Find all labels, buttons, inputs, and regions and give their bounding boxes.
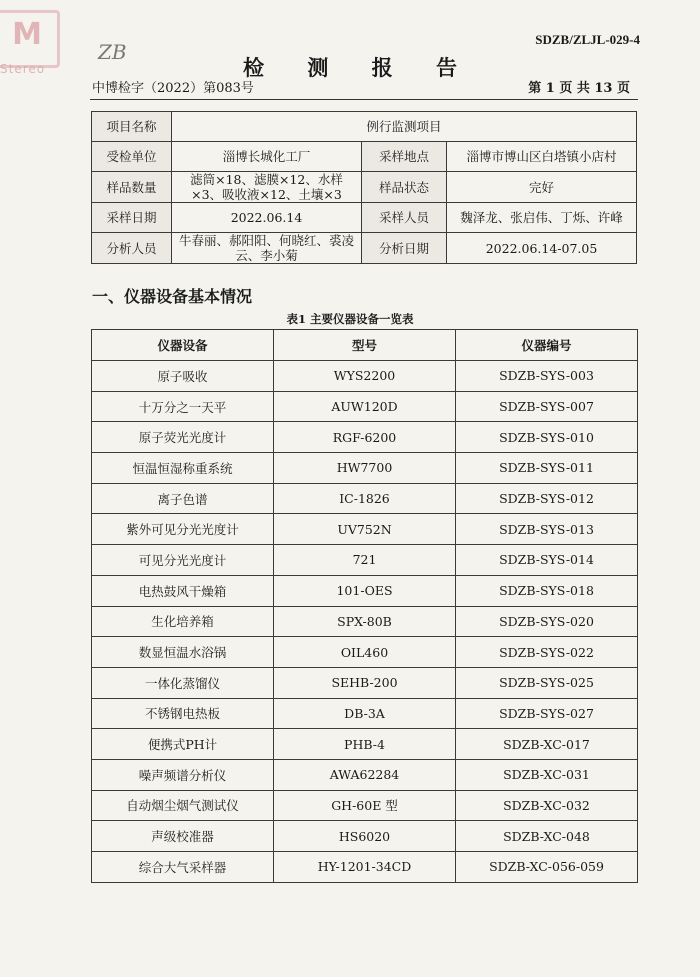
model-cell: 721 (274, 545, 456, 576)
model-cell: WYS2200 (274, 361, 456, 392)
document-code: SDZB/ZLJL-029-4 (535, 32, 640, 47)
table-row (92, 698, 638, 729)
equipment-number-cell: SDZB-XC-017 (456, 729, 638, 760)
table-row (92, 852, 638, 883)
stamp-subtext: Stereo (0, 62, 46, 76)
model-cell: OIL460 (274, 637, 456, 668)
model-cell: PHB-4 (274, 729, 456, 760)
model-cell: GH-60E 型 (274, 790, 456, 821)
model-cell: SEHB-200 (274, 667, 456, 698)
equipment-name-cell: 离子色谱 (92, 483, 274, 514)
table-row (92, 453, 638, 484)
equipment-number-cell: SDZB-SYS-013 (456, 514, 638, 545)
equipment-name-cell: 便携式PH计 (92, 729, 274, 760)
equipment-name-cell: 电热鼓风干燥箱 (92, 575, 274, 606)
equipment-number-cell: SDZB-SYS-027 (456, 698, 638, 729)
column-header-model: 型号 (274, 330, 456, 361)
equipment-name-cell: 紫外可见分光光度计 (92, 514, 274, 545)
model-cell: SPX-80B (274, 606, 456, 637)
equipment-number-cell: SDZB-SYS-011 (456, 453, 638, 484)
model-cell: AWA62284 (274, 759, 456, 790)
model-cell: AUW120D (274, 391, 456, 422)
equipment-name-cell: 一体化蒸馏仪 (92, 667, 274, 698)
equipment-name-cell: 十万分之一天平 (92, 391, 274, 422)
analysis-date-label: 分析日期 (362, 233, 447, 264)
equipment-name-cell: 可见分光光度计 (92, 545, 274, 576)
equipment-name-cell: 声级校准器 (92, 821, 274, 852)
sampling-location-value: 淄博市博山区白塔镇小店村 (447, 142, 637, 172)
equipment-table (91, 329, 638, 883)
page-number: 第 1 页 共 13 页 (528, 81, 630, 96)
table-row (92, 790, 638, 821)
inspected-unit-label: 受检单位 (92, 142, 172, 172)
analysts-label: 分析人员 (92, 233, 172, 264)
table-row (92, 729, 638, 760)
project-value: 例行监测项目 (172, 112, 637, 142)
info-row-sampling-date (92, 203, 637, 233)
sampling-date-label: 采样日期 (92, 203, 172, 233)
sampling-staff-label: 采样人员 (362, 203, 447, 233)
info-row-unit (92, 142, 637, 172)
model-cell: DB-3A (274, 698, 456, 729)
company-logo: ZB (98, 40, 127, 64)
equipment-number-cell: SDZB-SYS-003 (456, 361, 638, 392)
equipment-number-cell: SDZB-SYS-020 (456, 606, 638, 637)
analysts-value: 牛春丽、郝阳阳、何晓红、裘凌云、李小菊 (172, 233, 362, 264)
table-row (92, 514, 638, 545)
equipment-number-cell: SDZB-XC-032 (456, 790, 638, 821)
project-label: 项目名称 (92, 112, 172, 142)
equipment-name-cell: 噪声频谱分析仪 (92, 759, 274, 790)
table-row (92, 422, 638, 453)
equipment-name-cell: 原子荧光光度计 (92, 422, 274, 453)
inspected-unit-value: 淄博长城化工厂 (172, 142, 362, 172)
model-cell: HY-1201-34CD (274, 852, 456, 883)
table-row (92, 391, 638, 422)
sampling-location-label: 采样地点 (362, 142, 447, 172)
equipment-name-cell: 不锈钢电热板 (92, 698, 274, 729)
model-cell: UV752N (274, 514, 456, 545)
table-row (92, 821, 638, 852)
sample-status-value: 完好 (447, 172, 637, 203)
report-number: 中博检字（2022）第083号 (92, 81, 254, 96)
equipment-name-cell: 自动烟尘烟气测试仪 (92, 790, 274, 821)
equipment-number-cell: SDZB-SYS-025 (456, 667, 638, 698)
column-header-number: 仪器编号 (456, 330, 638, 361)
model-cell: IC-1826 (274, 483, 456, 514)
equipment-number-cell: SDZB-XC-048 (456, 821, 638, 852)
analysis-date-value: 2022.06.14-07.05 (447, 233, 637, 264)
info-row-quantity (92, 172, 637, 203)
table-row (92, 545, 638, 576)
equipment-name-cell: 恒温恒湿称重系统 (92, 453, 274, 484)
sample-quantity-value: 滤筒×18、滤膜×12、水样×3、吸收液×12、土壤×3 (172, 172, 362, 203)
page-title: 检 测 报 告 (243, 55, 475, 80)
equipment-number-cell: SDZB-XC-056-059 (456, 852, 638, 883)
equipment-number-cell: SDZB-SYS-022 (456, 637, 638, 668)
info-row-analysts (92, 233, 637, 264)
sample-status-label: 样品状态 (362, 172, 447, 203)
model-cell: HS6020 (274, 821, 456, 852)
table-row (92, 637, 638, 668)
sampling-staff-value: 魏泽龙、张启伟、丁烁、许峰 (447, 203, 637, 233)
equipment-number-cell: SDZB-SYS-010 (456, 422, 638, 453)
table-row (92, 483, 638, 514)
equipment-number-cell: SDZB-SYS-012 (456, 483, 638, 514)
sampling-date-value: 2022.06.14 (172, 203, 362, 233)
equipment-table-body (92, 361, 638, 883)
column-header-equipment: 仪器设备 (92, 330, 274, 361)
info-table (91, 111, 637, 264)
table-row (92, 759, 638, 790)
equipment-number-cell: SDZB-SYS-014 (456, 545, 638, 576)
table-row (92, 606, 638, 637)
table-row (92, 361, 638, 392)
equipment-name-cell: 生化培养箱 (92, 606, 274, 637)
table-caption: 表1 主要仪器设备一览表 (286, 312, 414, 326)
model-cell: HW7700 (274, 453, 456, 484)
stamp-logo: M (0, 10, 60, 68)
info-row-project (92, 112, 637, 142)
equipment-name-cell: 综合大气采样器 (92, 852, 274, 883)
equipment-number-cell: SDZB-XC-031 (456, 759, 638, 790)
sample-quantity-label: 样品数量 (92, 172, 172, 203)
equipment-name-cell: 数显恒温水浴锅 (92, 637, 274, 668)
header-divider (90, 99, 638, 100)
model-cell: 101-OES (274, 575, 456, 606)
equipment-number-cell: SDZB-SYS-007 (456, 391, 638, 422)
table-row (92, 575, 638, 606)
equipment-number-cell: SDZB-SYS-018 (456, 575, 638, 606)
table-row (92, 667, 638, 698)
equipment-header-row (92, 330, 638, 361)
equipment-name-cell: 原子吸收 (92, 361, 274, 392)
model-cell: RGF-6200 (274, 422, 456, 453)
section-title: 一、仪器设备基本情况 (92, 287, 253, 306)
